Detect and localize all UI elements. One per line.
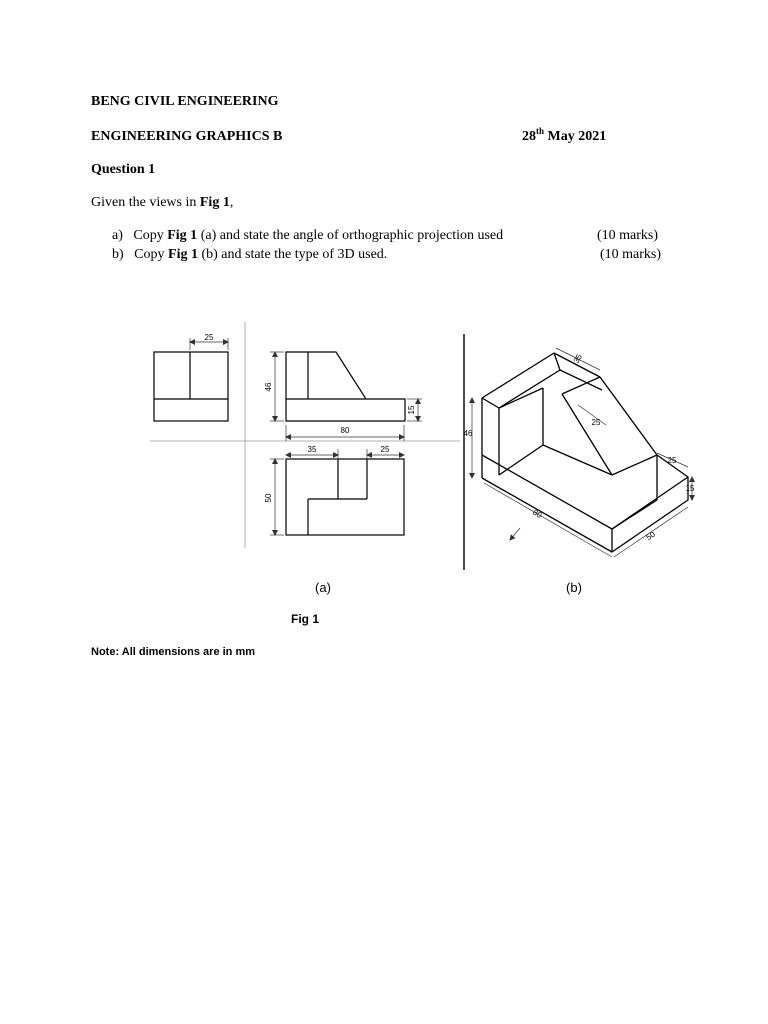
item-b: b) Copy Fig 1 (b) and state the type of 3D used.	[112, 247, 388, 262]
dim-b-step-h: 15	[685, 484, 695, 493]
dim-a-left: 35	[307, 445, 317, 454]
dimensions-note: Note: All dimensions are in mm	[91, 646, 256, 658]
isometric-dimensions	[472, 348, 692, 557]
dim-b-height: 46	[463, 429, 473, 438]
dim-a-top-width: 25	[204, 333, 214, 342]
programme-title: BENG CIVIL ENGINEERING	[91, 94, 279, 109]
dim-a-right: 25	[380, 445, 390, 454]
dim-b-length: 80	[531, 507, 544, 520]
figure-a-label: (a)	[315, 580, 331, 595]
figure-1	[0, 300, 768, 640]
dim-b-depth: 50	[644, 529, 657, 543]
question-title: Question 1	[91, 162, 156, 177]
dim-b-top: 35	[571, 352, 584, 365]
dim-a-step: 15	[407, 405, 416, 415]
figure-b-label: (b)	[566, 580, 582, 595]
question-intro: Given the views in Fig 1,	[91, 195, 234, 210]
dim-a-depth: 50	[264, 493, 273, 503]
orthographic-views	[150, 322, 460, 548]
dim-b-slope: 25	[591, 418, 601, 427]
orthographic-dimensions	[190, 338, 422, 535]
dim-a-height: 46	[264, 382, 273, 392]
course-title: ENGINEERING GRAPHICS B	[91, 129, 283, 144]
figure-caption: Fig 1	[290, 612, 320, 626]
dim-b-step-w: 25	[667, 456, 677, 465]
item-a-marks: (10 marks)	[597, 228, 659, 243]
item-b-marks: (10 marks)	[600, 247, 662, 262]
dim-a-overall: 80	[340, 426, 350, 435]
item-a: a) Copy Fig 1 (a) and state the angle of orthographic projection used	[112, 228, 504, 243]
exam-date: 28th May 2021	[522, 126, 607, 144]
isometric-sketch	[482, 353, 688, 552]
